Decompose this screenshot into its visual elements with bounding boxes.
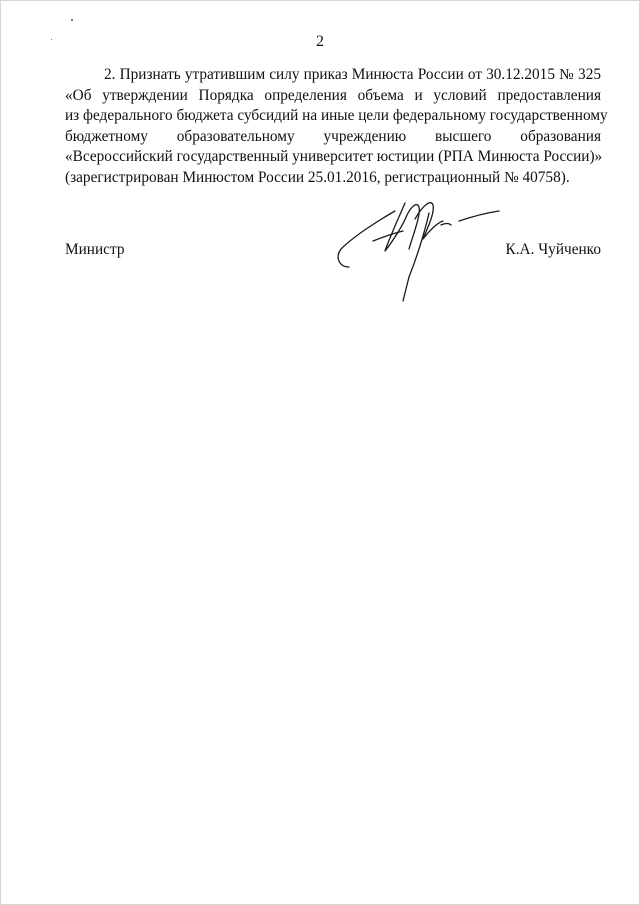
signature-stroke [338, 211, 395, 267]
paragraph-line: из федерального бюджета субсидий на иные цели федеральному государственному [65, 107, 608, 125]
signature-stroke [459, 211, 499, 221]
scan-speck [71, 19, 73, 21]
page-number: 2 [316, 33, 324, 50]
signature-stroke [441, 224, 451, 226]
paragraph-line: «Об утверждении Порядка определения объема и условий предоставления [65, 86, 601, 104]
paragraph-line: 2. Признать утратившим силу приказ Минюста России от 30.12.2015 № 325 [104, 66, 601, 83]
signer-title: Министр [65, 241, 125, 258]
paragraph-line: «Всероссийский государственный университет юстиции (РПА Минюста России)» [65, 148, 603, 166]
signature-stroke [385, 203, 419, 251]
signer-name: К.А. Чуйченко [505, 241, 601, 258]
paragraph-line: (зарегистрирован Минюстом России 25.01.2016, регистрационный № 40758). [65, 168, 570, 186]
handwritten-signature [333, 191, 513, 306]
paragraph-line: бюджетному образовательному учреждению высшего образования [65, 127, 601, 145]
paragraph-revocation [65, 65, 608, 189]
